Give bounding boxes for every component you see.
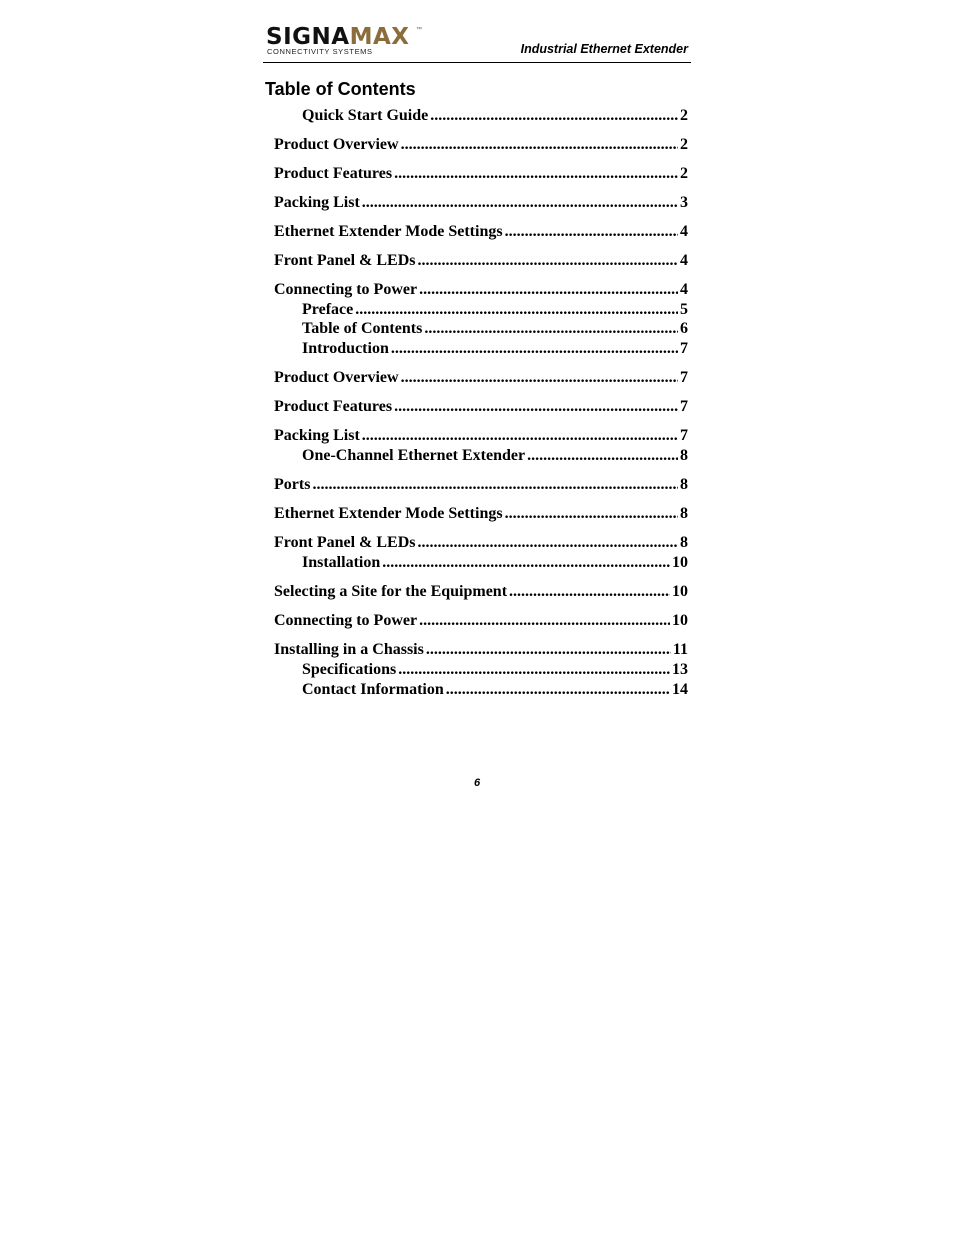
toc-entry[interactable]: [302, 339, 688, 359]
toc-entry-label: Product Features: [274, 165, 393, 182]
toc-entry-page: 8: [680, 476, 688, 493]
toc-entry-page: 7: [680, 340, 688, 357]
toc-entry-label: Installation: [302, 554, 381, 571]
signamax-logo: [266, 26, 426, 56]
toc-entry[interactable]: [274, 397, 688, 417]
toc-dot-leader: [382, 553, 670, 573]
toc-dot-leader: [417, 533, 678, 553]
toc-entry-label: Installing in a Chassis: [274, 641, 424, 658]
toc-entry-page: 5: [680, 301, 688, 318]
toc-entry-label: Quick Start Guide: [302, 107, 429, 124]
toc-entry-page: 6: [680, 320, 688, 337]
toc-entry-page: 7: [680, 427, 688, 444]
toc-dot-leader: [362, 193, 678, 213]
toc-dot-leader: [394, 164, 678, 184]
toc-entry[interactable]: [302, 319, 688, 339]
toc-dot-leader: [401, 368, 678, 388]
toc-entry-page: 10: [672, 612, 688, 629]
toc-entry-label: Specifications: [302, 661, 397, 678]
toc-entry[interactable]: [274, 368, 688, 388]
toc-dot-leader: [419, 280, 678, 300]
toc-dot-leader: [505, 222, 678, 242]
toc-entry-label: Connecting to Power: [274, 612, 418, 629]
toc-entry-label: Ethernet Extender Mode Settings: [274, 223, 503, 240]
toc-entry[interactable]: [302, 106, 688, 126]
toc-entry-page: 13: [672, 661, 688, 678]
toc-entry-page: 2: [680, 107, 688, 124]
toc-heading: Table of Contents: [265, 79, 416, 99]
toc-entry-page: 8: [680, 534, 688, 551]
toc-dot-leader: [419, 611, 670, 631]
toc-entry[interactable]: [302, 553, 688, 573]
toc-entry-label: Selecting a Site for the Equipment: [274, 583, 508, 600]
header-divider: [263, 62, 691, 63]
logo-wordmark: [266, 26, 409, 49]
toc-dot-leader: [362, 426, 678, 446]
page-number: 6: [473, 777, 481, 789]
toc-entry-label: Ports: [274, 476, 311, 493]
toc-entry-page: 7: [680, 398, 688, 415]
toc-entry-page: 11: [672, 641, 688, 658]
toc-entry-label: Table of Contents: [302, 320, 423, 337]
toc-entry[interactable]: [274, 426, 688, 446]
toc-entry-label: Introduction: [302, 340, 389, 357]
toc-dot-leader: [391, 339, 678, 359]
toc-entry[interactable]: [274, 504, 688, 524]
toc-entry-page: 2: [680, 165, 688, 182]
toc-entry-label: Connecting to Power: [274, 281, 418, 298]
logo-trademark: ™: [416, 27, 422, 33]
toc-dot-leader: [394, 397, 678, 417]
toc-dot-leader: [446, 680, 670, 700]
toc-entry-page: 2: [680, 136, 688, 153]
toc-entry[interactable]: [274, 640, 688, 660]
toc-dot-leader: [426, 640, 671, 660]
document-title: Industrial Ethernet Extender: [520, 42, 688, 56]
toc-dot-leader: [417, 251, 678, 271]
toc-entry-label: Ethernet Extender Mode Settings: [274, 505, 503, 522]
toc-entry-page: 7: [680, 369, 688, 386]
toc-entry[interactable]: [274, 533, 688, 553]
toc-entry-label: Contact Information: [302, 681, 444, 698]
toc-entry[interactable]: [274, 164, 688, 184]
toc-entry-page: 8: [680, 505, 688, 522]
toc-dot-leader: [430, 106, 678, 126]
toc-entry-label: Packing List: [274, 427, 360, 444]
toc-entry[interactable]: [274, 222, 688, 242]
toc-entry[interactable]: [302, 446, 688, 466]
toc-entry-page: 4: [680, 223, 688, 240]
toc-dot-leader: [527, 446, 678, 466]
logo-wordmark-gold: MAX: [349, 24, 410, 50]
toc-entry-label: Product Features: [274, 398, 393, 415]
toc-entry-page: 10: [672, 554, 688, 571]
toc-entry-page: 4: [680, 281, 688, 298]
toc-entry[interactable]: [274, 280, 688, 300]
toc-dot-leader: [355, 300, 678, 320]
toc-entry-label: One-Channel Ethernet Extender: [302, 447, 526, 464]
toc-dot-leader: [401, 135, 678, 155]
logo-tagline: CONNECTIVITY SYSTEMS: [267, 47, 373, 56]
toc-entry[interactable]: [274, 611, 688, 631]
toc-entry[interactable]: [274, 475, 688, 495]
toc-entry[interactable]: [302, 680, 688, 700]
toc-dot-leader: [398, 660, 670, 680]
toc-entry-page: 3: [680, 194, 688, 211]
toc-entry[interactable]: [302, 300, 688, 320]
toc-dot-leader: [509, 582, 670, 602]
logo-wordmark-dark: SIGNA: [266, 24, 350, 50]
toc-entry-label: Product Overview: [274, 369, 399, 386]
toc-entry-label: Preface: [302, 301, 354, 318]
toc-entry-label: Front Panel & LEDs: [274, 534, 416, 551]
toc-dot-leader: [424, 319, 678, 339]
toc-entry[interactable]: [274, 251, 688, 271]
toc-entry[interactable]: [274, 193, 688, 213]
toc-dot-leader: [505, 504, 678, 524]
toc-entry[interactable]: [302, 660, 688, 680]
toc-entry-page: 10: [672, 583, 688, 600]
toc-entry-label: Packing List: [274, 194, 360, 211]
toc-entry-label: Front Panel & LEDs: [274, 252, 416, 269]
toc-entry[interactable]: [274, 582, 688, 602]
toc-entry-label: Product Overview: [274, 136, 399, 153]
toc-dot-leader: [312, 475, 678, 495]
toc-entry-page: 4: [680, 252, 688, 269]
toc-entry-page: 8: [680, 447, 688, 464]
toc-entry[interactable]: [274, 135, 688, 155]
toc-entry-page: 14: [672, 681, 688, 698]
